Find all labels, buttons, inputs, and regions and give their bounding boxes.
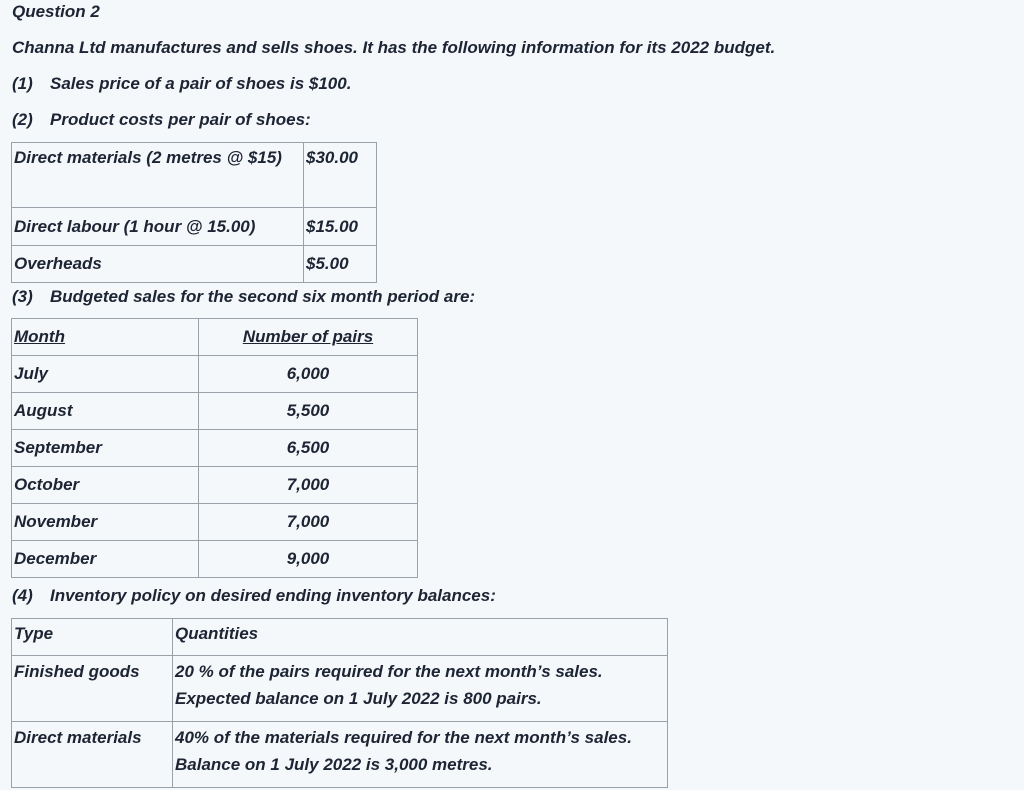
month-cell: September [12,430,199,467]
item-4-number: (4) [12,586,33,605]
table-row [12,143,377,208]
cost-amount: $5.00 [304,246,377,283]
item-4 [12,586,496,606]
item-3-text: Budgeted sales for the second six month period are: [50,287,476,306]
intro-text: Channa Ltd manufactures and sells shoes. It has the following information for its 2022 budget. [12,38,776,57]
cost-amount: $15.00 [304,208,377,246]
item-4-text: Inventory policy on desired ending inventory balances: [50,586,496,605]
table-row [12,246,377,283]
quantities-cell: 40% of the materials required for the next month’s sales. Balance on 1 July 2022 is 3,000 metres. [173,722,668,788]
cost-item: Direct materials (2 metres @ $15) [12,143,304,208]
item-1-text: Sales price of a pair of shoes is $100. [50,74,352,93]
item-2-number: (2) [12,110,33,129]
pairs-cell: 7,000 [199,504,418,541]
type-header: Type [12,619,173,656]
pairs-cell: 6,000 [199,356,418,393]
month-cell: July [12,356,199,393]
quantities-header: Quantities [173,619,668,656]
table-row [12,656,668,722]
cost-item: Overheads [12,246,304,283]
item-2-text: Product costs per pair of shoes: [50,110,311,129]
pairs-cell: 9,000 [199,541,418,578]
question-heading: Question 2 [12,2,100,21]
item-1 [12,74,351,94]
month-cell: December [12,541,199,578]
pairs-cell: 6,500 [199,430,418,467]
table-row [12,208,377,246]
month-header: Month [12,319,199,356]
month-cell: October [12,467,199,504]
quantities-cell: 20 % of the pairs required for the next month’s sales. Expected balance on 1 July 2022 is 800 pairs. [173,656,668,722]
type-cell: Finished goods [12,656,173,722]
table-row [12,430,418,467]
table-row [12,467,418,504]
month-cell: November [12,504,199,541]
month-cell: August [12,393,199,430]
product-costs-table [11,142,377,283]
table-row [12,722,668,788]
pairs-header: Number of pairs [199,319,418,356]
table-row [12,356,418,393]
table-header-row [12,619,668,656]
item-3-number: (3) [12,287,33,306]
item-2 [12,110,311,130]
table-row [12,504,418,541]
cost-item: Direct labour (1 hour @ 15.00) [12,208,304,246]
cost-amount: $30.00 [304,143,377,208]
type-cell: Direct materials [12,722,173,788]
table-row [12,393,418,430]
pairs-cell: 7,000 [199,467,418,504]
item-3 [12,287,475,307]
item-1-number: (1) [12,74,33,93]
inventory-policy-table [11,618,668,788]
table-row [12,541,418,578]
budgeted-sales-table [11,318,418,578]
table-header-row [12,319,418,356]
pairs-cell: 5,500 [199,393,418,430]
